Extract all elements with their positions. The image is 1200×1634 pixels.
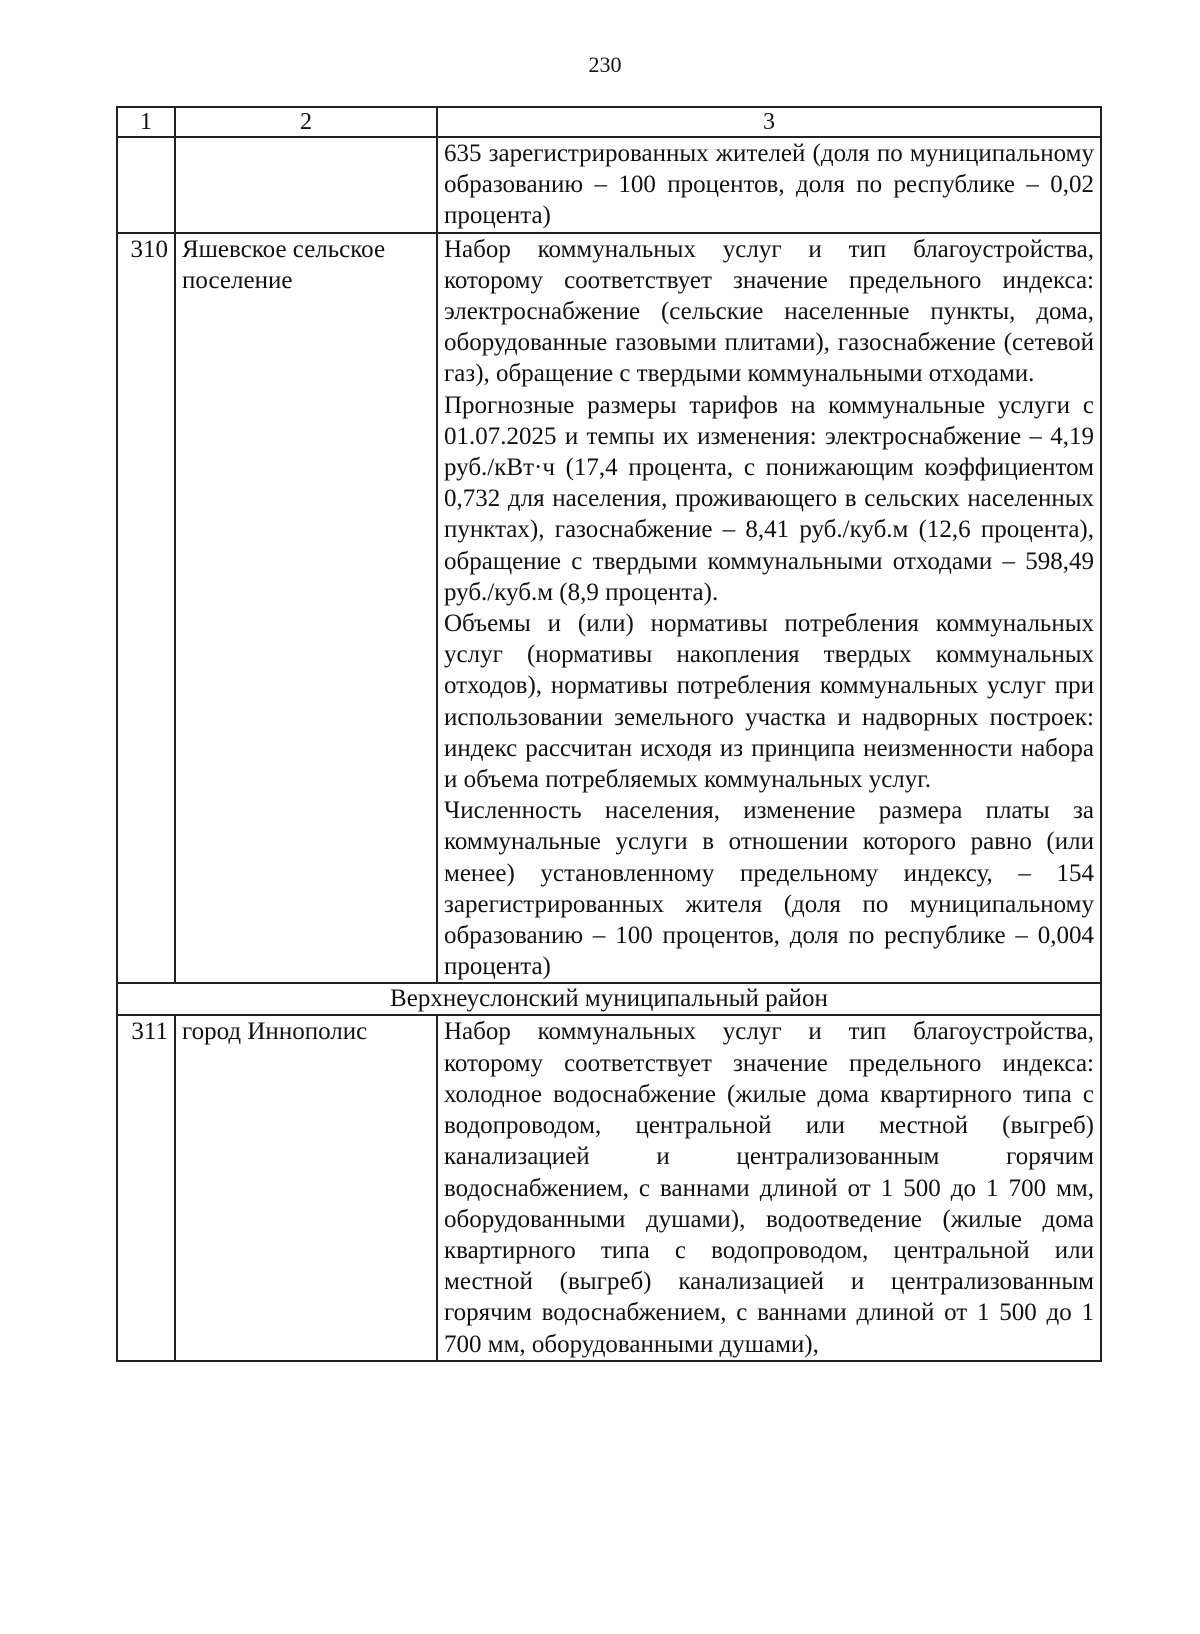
- table-row-continued: [117, 137, 1101, 233]
- region-title: Верхнеуслонский муниципальный район: [117, 983, 1101, 1015]
- row-311-num: 311: [117, 1015, 175, 1360]
- header-col-2: 2: [175, 107, 437, 137]
- tariff-table: [116, 106, 1102, 1362]
- row-310-paragraph-1: Набор коммунальных услуг и тип благоустройства, которому соответствует значение предельного индекса: электроснабжение (сельские населенные пункты, дома, оборудованные газовыми плитами), газоснабжение (сетевой газ), обращение с твердыми коммунальными отходами.: [444, 235, 1094, 388]
- row-311-name: город Иннополис: [175, 1015, 437, 1360]
- row-311-text: [437, 1015, 1101, 1360]
- table-row-311: [117, 1015, 1101, 1360]
- page-number: 230: [588, 52, 622, 77]
- row-continued-num: [117, 137, 175, 233]
- row-continued-name: [175, 137, 437, 233]
- row-311-paragraph-1: Набор коммунальных услуг и тип благоустройства, которому соответствует значение предельного индекса: холодное водоснабжение (жилые дома квартирного типа с водопроводом, центральной или местной (выгреб) канализацией и централизованным горячим водоснабжением, с ваннами длиной от 1 500 до 1 700 мм, оборудованными душами), водоотведение (жилые дома квартирного типа с водопроводом, центральной или местной (выгреб) канализацией и централизованным горячим водоснабжением, с ваннами длиной от 1 500 до 1 700 мм, оборудованными душами),: [444, 1018, 1094, 1358]
- header-col-1: 1: [117, 107, 175, 137]
- table-header-row: [117, 107, 1101, 137]
- row-310-paragraph-3: Объемы и (или) нормативы потребления коммунальных услуг (нормативы накопления твердых коммунальных отходов), нормативы потребления коммунальных услуг при использовании земельного участка и надворных построек: индекс рассчитан исходя из принципа неизменности набора и объема потребляемых коммунальных услуг.: [444, 610, 1094, 794]
- table-row-310: [117, 233, 1101, 984]
- header-col-3: 3: [437, 107, 1101, 137]
- row-310-paragraph-2: Прогнозные размеры тарифов на коммунальные услуги с 01.07.2025 и темпы их изменения: электроснабжение – 4,19 руб./кВт·ч (17,4 процента, с понижающим коэффициентом 0,732 для населения, проживающего в сельских населенных пунктах), газоснабжение – 8,41 руб./куб.м (12,6 процента), обращение с твердыми коммунальными отходами – 598,49 руб./куб.м (8,9 процента).: [444, 391, 1094, 606]
- region-header-row: [117, 983, 1101, 1015]
- row-310-num: 310: [117, 233, 175, 984]
- row-310-text: [437, 233, 1101, 984]
- row-310-name: Яшевское сельское поселение: [175, 233, 437, 984]
- row-continued-paragraph: 635 зарегистрированных жителей (доля по муниципальному образованию – 100 процентов, доля по республике – 0,02 процента): [444, 140, 1094, 230]
- row-continued-text: [437, 137, 1101, 233]
- row-310-paragraph-4: Численность населения, изменение размера платы за коммунальные услуги в отношении которого равно (или менее) установленному предельному индексу, – 154 зарегистрированных жителя (доля по муниципальному образованию – 100 процентов, доля по республике – 0,004 процента): [444, 797, 1094, 981]
